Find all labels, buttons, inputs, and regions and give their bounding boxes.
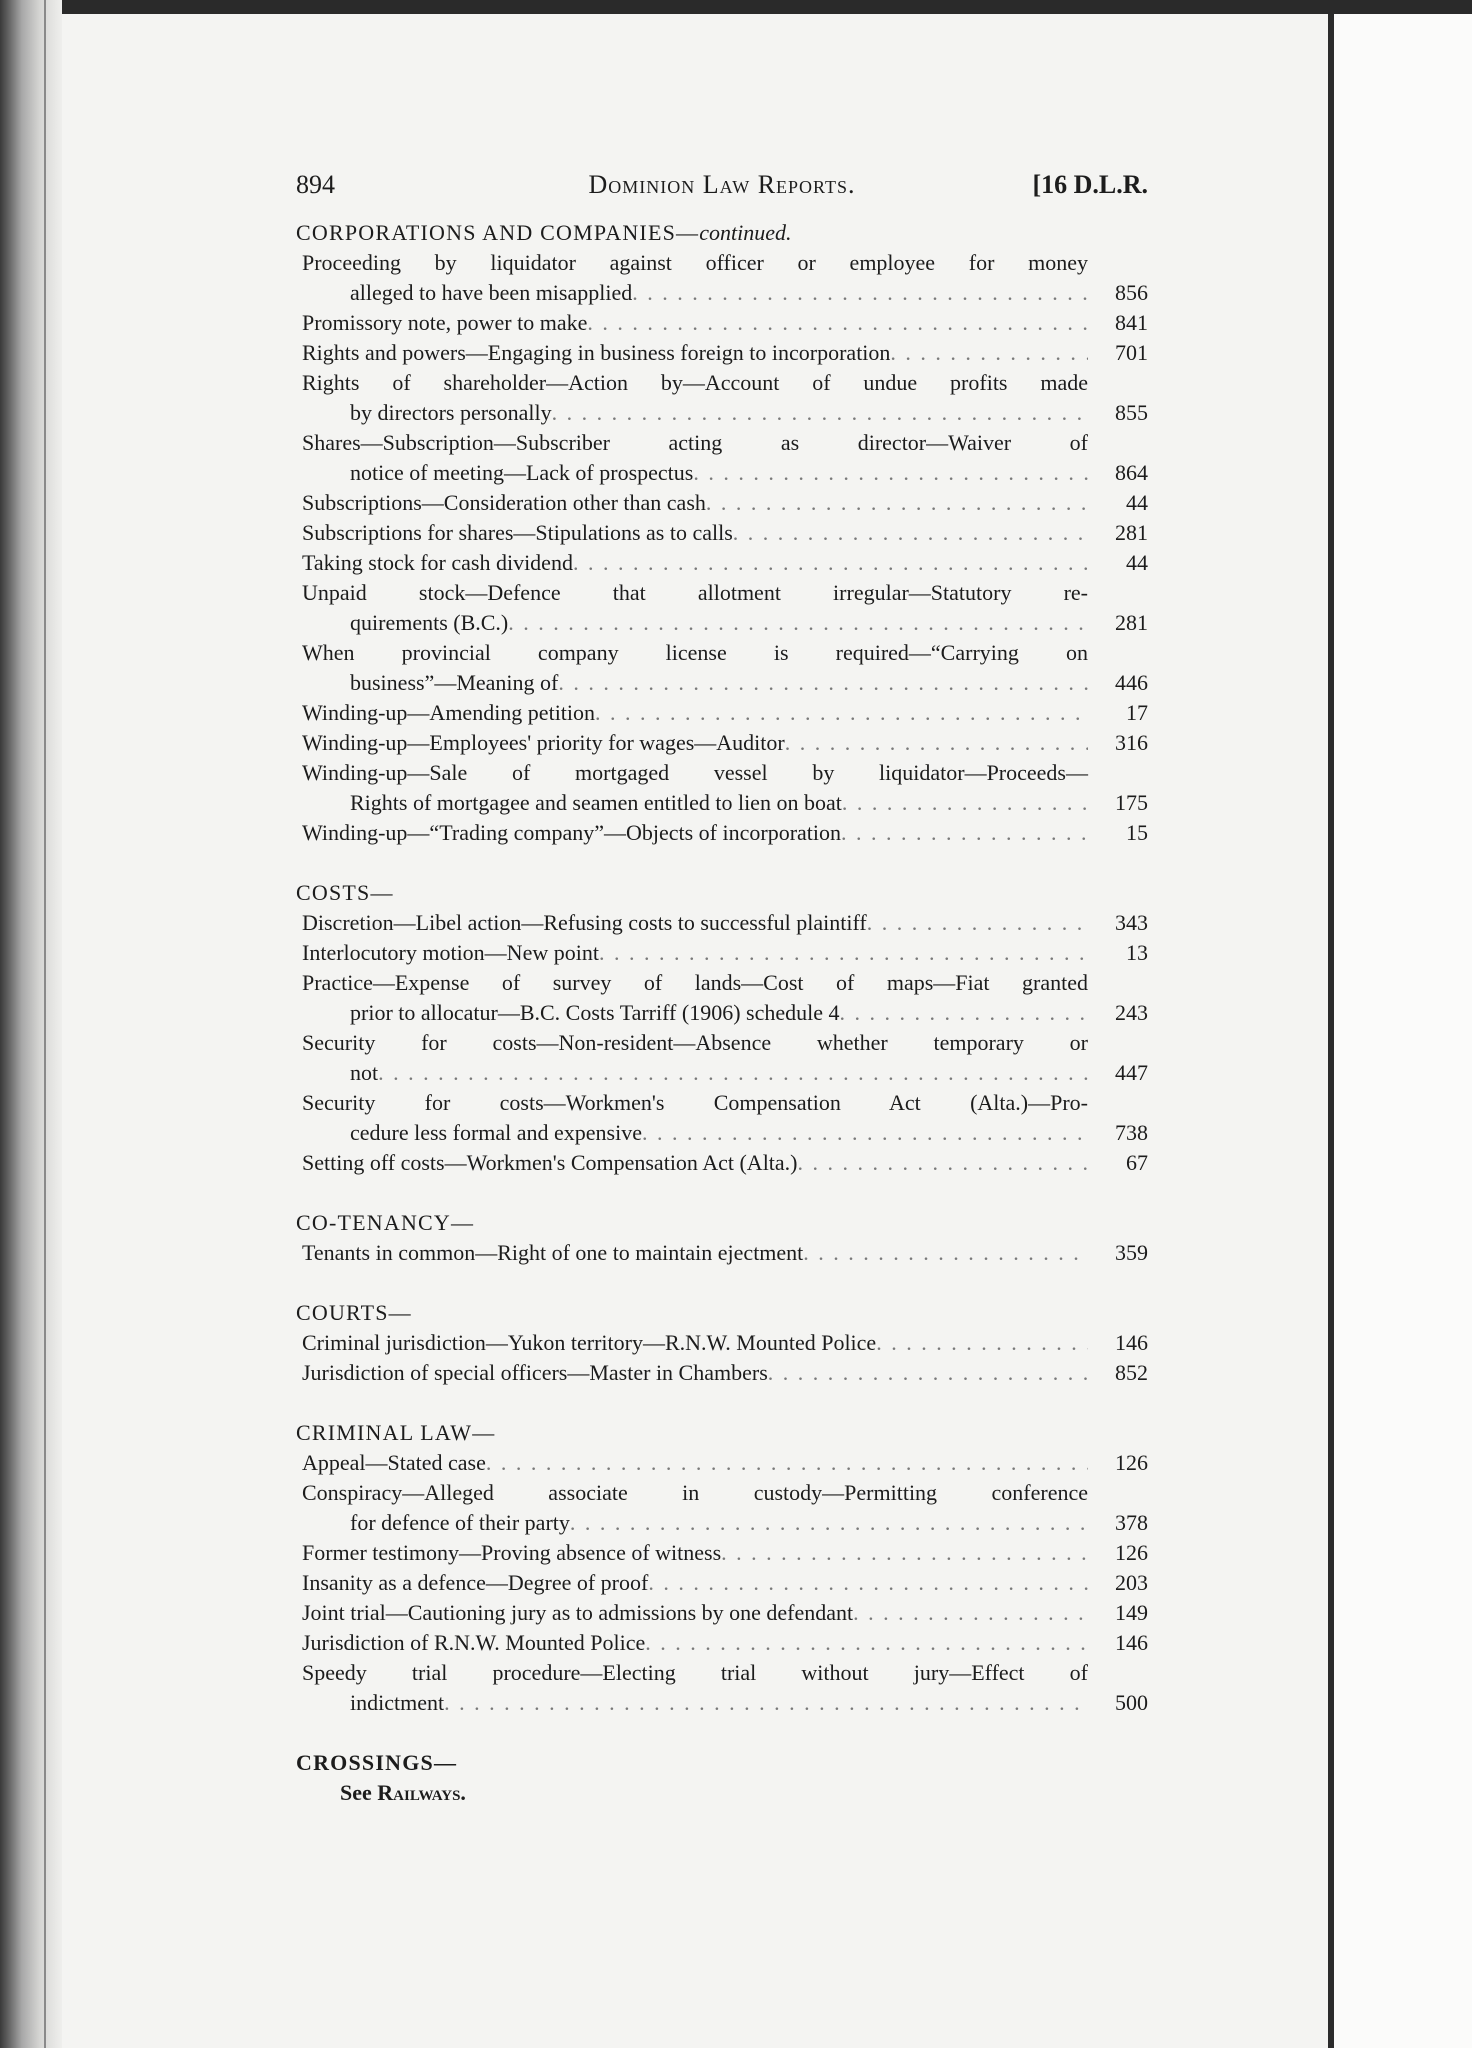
- entry-page-number: 359: [1115, 1240, 1148, 1265]
- section-heading: COURTS—: [296, 1300, 412, 1325]
- section-courts: [296, 1298, 1148, 1388]
- index-entry: [296, 1628, 1148, 1658]
- leader-dots: [706, 488, 1088, 518]
- entry-text: Taking stock for cash dividend: [302, 550, 573, 575]
- entry-text-continued: quirements (B.C.): [350, 610, 509, 635]
- entry-page-number: 203: [1115, 1570, 1148, 1595]
- entry-page-number: 378: [1115, 1510, 1148, 1535]
- index-entry: [296, 248, 1148, 308]
- index-entry: [296, 728, 1148, 758]
- entry-page-number: 855: [1115, 400, 1148, 425]
- entry-page-number: 126: [1115, 1540, 1148, 1565]
- entry-text: Proceeding by liquidator against officer or employee for money: [302, 250, 1088, 275]
- leader-dots: [721, 1538, 1088, 1568]
- index-entry: [296, 548, 1148, 578]
- leader-dots: [733, 518, 1088, 548]
- index-entry: [296, 578, 1148, 638]
- entry-text-continued: Rights of mortgagee and seamen entitled to lien on boat: [350, 790, 842, 815]
- entry-page-number: 738: [1115, 1120, 1148, 1145]
- section-cotenancy: [296, 1208, 1148, 1268]
- index-entry: [296, 308, 1148, 338]
- entry-text: When provincial company license is required—“Carrying on: [302, 640, 1088, 665]
- leader-dots: [768, 1358, 1088, 1388]
- leader-dots: [595, 698, 1088, 728]
- entry-text: Tenants in common—Right of one to maintain ejectment: [302, 1240, 804, 1265]
- entry-page-number: 149: [1115, 1600, 1148, 1625]
- leader-dots: [645, 1628, 1088, 1658]
- index-entry: [296, 1538, 1148, 1568]
- index-entry: [296, 968, 1148, 1028]
- index-entry: [296, 908, 1148, 938]
- index-entry: [296, 638, 1148, 698]
- entry-text-continued: alleged to have been misapplied: [350, 280, 633, 305]
- leader-dots: [558, 668, 1088, 698]
- entry-text: Winding-up—“Trading company”—Objects of incorporation: [302, 820, 842, 845]
- leader-dots: [486, 1448, 1088, 1478]
- entry-text: Setting off costs—Workmen's Compensation Act (Alta.): [302, 1150, 798, 1175]
- running-head: [296, 170, 1148, 218]
- index-entry: [296, 938, 1148, 968]
- entry-page-number: 841: [1115, 310, 1148, 335]
- entry-text: Criminal jurisdiction—Yukon territory—R.N.W. Mounted Police: [302, 1330, 877, 1355]
- entry-text: Shares—Subscription—Subscriber acting as director—Waiver of: [302, 430, 1088, 455]
- entry-text: Rights of shareholder—Action by—Account of undue profits made: [302, 370, 1088, 395]
- section-heading: COSTS—: [296, 880, 394, 905]
- leader-dots: [890, 338, 1088, 368]
- entry-text: Winding-up—Sale of mortgaged vessel by liquidator—Proceeds—: [302, 760, 1088, 785]
- entry-page-number: 281: [1115, 520, 1148, 545]
- entry-page-number: 44: [1126, 550, 1148, 575]
- entry-page-number: 243: [1115, 1000, 1148, 1025]
- entry-page-number: 126: [1115, 1450, 1148, 1475]
- entry-text: Winding-up—Employees' priority for wages—Auditor: [302, 730, 785, 755]
- index-entry: [296, 1148, 1148, 1178]
- entry-text: Security for costs—Non-resident—Absence whether temporary or: [302, 1030, 1088, 1055]
- leader-dots: [587, 308, 1088, 338]
- page-number: 894: [296, 170, 335, 199]
- entry-text: Rights and powers—Engaging in business foreign to incorporation: [302, 340, 891, 365]
- entry-page-number: 44: [1126, 490, 1148, 515]
- cross-reference-target: Railways.: [377, 1780, 466, 1805]
- index-entry: [296, 1658, 1148, 1718]
- entry-text: Conspiracy—Alleged associate in custody—Permitting conference: [302, 1480, 1088, 1505]
- index-entry: [296, 1478, 1148, 1538]
- leader-dots: [841, 818, 1088, 848]
- entry-text: Interlocutory motion—New point: [302, 940, 599, 965]
- index-entry: [296, 1028, 1148, 1088]
- leader-dots: [648, 1568, 1088, 1598]
- entry-page-number: 343: [1115, 910, 1148, 935]
- section-corporations: [296, 218, 1148, 848]
- cross-reference: See Railways.: [340, 1780, 466, 1805]
- entry-page-number: 146: [1115, 1630, 1148, 1655]
- index-entry: [296, 1568, 1148, 1598]
- entry-page-number: 500: [1115, 1690, 1148, 1715]
- index-entry: [296, 1088, 1148, 1148]
- index-entry: [296, 338, 1148, 368]
- section-heading: CRIMINAL LAW—: [296, 1420, 496, 1445]
- entry-text-continued: by directors personally: [350, 400, 552, 425]
- entry-page-number: 15: [1126, 820, 1148, 845]
- leader-dots: [444, 1688, 1088, 1718]
- entry-page-number: 852: [1115, 1360, 1148, 1385]
- leader-dots: [573, 548, 1088, 578]
- leader-dots: [842, 788, 1088, 818]
- index-entry: [296, 1358, 1148, 1388]
- index-entry: [296, 1598, 1148, 1628]
- spine-fold-line: [44, 0, 46, 2048]
- index-page: [296, 170, 1148, 1838]
- entry-text: Speedy trial procedure—Electing trial without jury—Effect of: [302, 1660, 1088, 1685]
- entry-text: Practice—Expense of survey of lands—Cost of maps—Fiat granted: [302, 970, 1088, 995]
- entry-text-continued: cedure less formal and expensive: [350, 1120, 642, 1145]
- volume-reference: [16 D.L.R.: [1032, 170, 1148, 199]
- leader-dots: [785, 728, 1088, 758]
- entry-text: Unpaid stock—Defence that allotment irregular—Statutory re-: [302, 580, 1088, 605]
- leader-dots: [693, 458, 1088, 488]
- section-heading: CO-TENANCY—: [296, 1210, 475, 1235]
- entry-text-continued: for defence of their party: [350, 1510, 570, 1535]
- entry-page-number: 175: [1115, 790, 1148, 815]
- leader-dots: [599, 938, 1088, 968]
- entry-text-continued: notice of meeting—Lack of prospectus: [350, 460, 694, 485]
- entry-page-number: 316: [1115, 730, 1148, 755]
- entry-page-number: 146: [1115, 1330, 1148, 1355]
- entry-page-number: 67: [1126, 1150, 1148, 1175]
- index-entry: [296, 1328, 1148, 1358]
- entry-page-number: 856: [1115, 280, 1148, 305]
- index-entry: [296, 758, 1148, 818]
- entry-text: Joint trial—Cautioning jury as to admissions by one defendant: [302, 1600, 854, 1625]
- index-entry: [296, 488, 1148, 518]
- book-spine: [0, 0, 62, 2048]
- entry-text-continued: indictment: [350, 1690, 445, 1715]
- leader-dots: [867, 908, 1088, 938]
- section-heading: CORPORATIONS AND COMPANIES—continued.: [296, 220, 792, 245]
- entry-text-continued: not: [350, 1060, 379, 1085]
- index-entry: [296, 1448, 1148, 1478]
- leader-dots: [378, 1058, 1088, 1088]
- entry-text: Jurisdiction of R.N.W. Mounted Police: [302, 1630, 646, 1655]
- leader-dots: [803, 1238, 1088, 1268]
- entry-page-number: 701: [1115, 340, 1148, 365]
- index-entry: [296, 518, 1148, 548]
- section-criminal-law: [296, 1418, 1148, 1718]
- leader-dots: [876, 1328, 1088, 1358]
- index-entry: [296, 368, 1148, 428]
- entry-text: Promissory note, power to make: [302, 310, 588, 335]
- entry-page-number: 447: [1115, 1060, 1148, 1085]
- entry-page-number: 281: [1115, 610, 1148, 635]
- index-entry: [296, 428, 1148, 488]
- index-entry: [296, 698, 1148, 728]
- entry-text: Subscriptions for shares—Stipulations as to calls: [302, 520, 733, 545]
- leader-dots: [570, 1508, 1088, 1538]
- entry-text: Winding-up—Amending petition: [302, 700, 596, 725]
- index-entry: [296, 818, 1148, 848]
- index-entry: [296, 1238, 1148, 1268]
- entry-page-number: 13: [1126, 940, 1148, 965]
- entry-page-number: 446: [1115, 670, 1148, 695]
- entry-text: Appeal—Stated case: [302, 1450, 486, 1475]
- entry-text: Jurisdiction of special officers—Master in Chambers: [302, 1360, 768, 1385]
- leader-dots: [642, 1118, 1088, 1148]
- entry-text: Insanity as a defence—Degree of proof: [302, 1570, 649, 1595]
- section-costs: [296, 878, 1148, 1178]
- leader-dots: [552, 398, 1088, 428]
- scan-top-edge: [0, 0, 1472, 14]
- leader-dots: [508, 608, 1088, 638]
- facing-page: [1334, 14, 1472, 2048]
- publication-title: Dominion Law Reports.: [588, 170, 856, 199]
- leader-dots: [853, 1598, 1088, 1628]
- leader-dots: [632, 278, 1088, 308]
- entry-text-continued: prior to allocatur—B.C. Costs Tarriff (1906) schedule 4: [350, 1000, 840, 1025]
- section-crossings: [296, 1748, 1148, 1808]
- section-heading: CROSSINGS—: [296, 1750, 458, 1775]
- entry-page-number: 17: [1126, 700, 1148, 725]
- leader-dots: [840, 998, 1089, 1028]
- entry-text: Security for costs—Workmen's Compensation Act (Alta.)—Pro-: [302, 1090, 1088, 1115]
- entry-text-continued: business”—Meaning of: [350, 670, 559, 695]
- entry-text: Discretion—Libel action—Refusing costs to successful plaintiff: [302, 910, 867, 935]
- entry-text: Subscriptions—Consideration other than cash: [302, 490, 706, 515]
- leader-dots: [798, 1148, 1088, 1178]
- entry-page-number: 864: [1115, 460, 1148, 485]
- entry-text: Former testimony—Proving absence of witness: [302, 1540, 722, 1565]
